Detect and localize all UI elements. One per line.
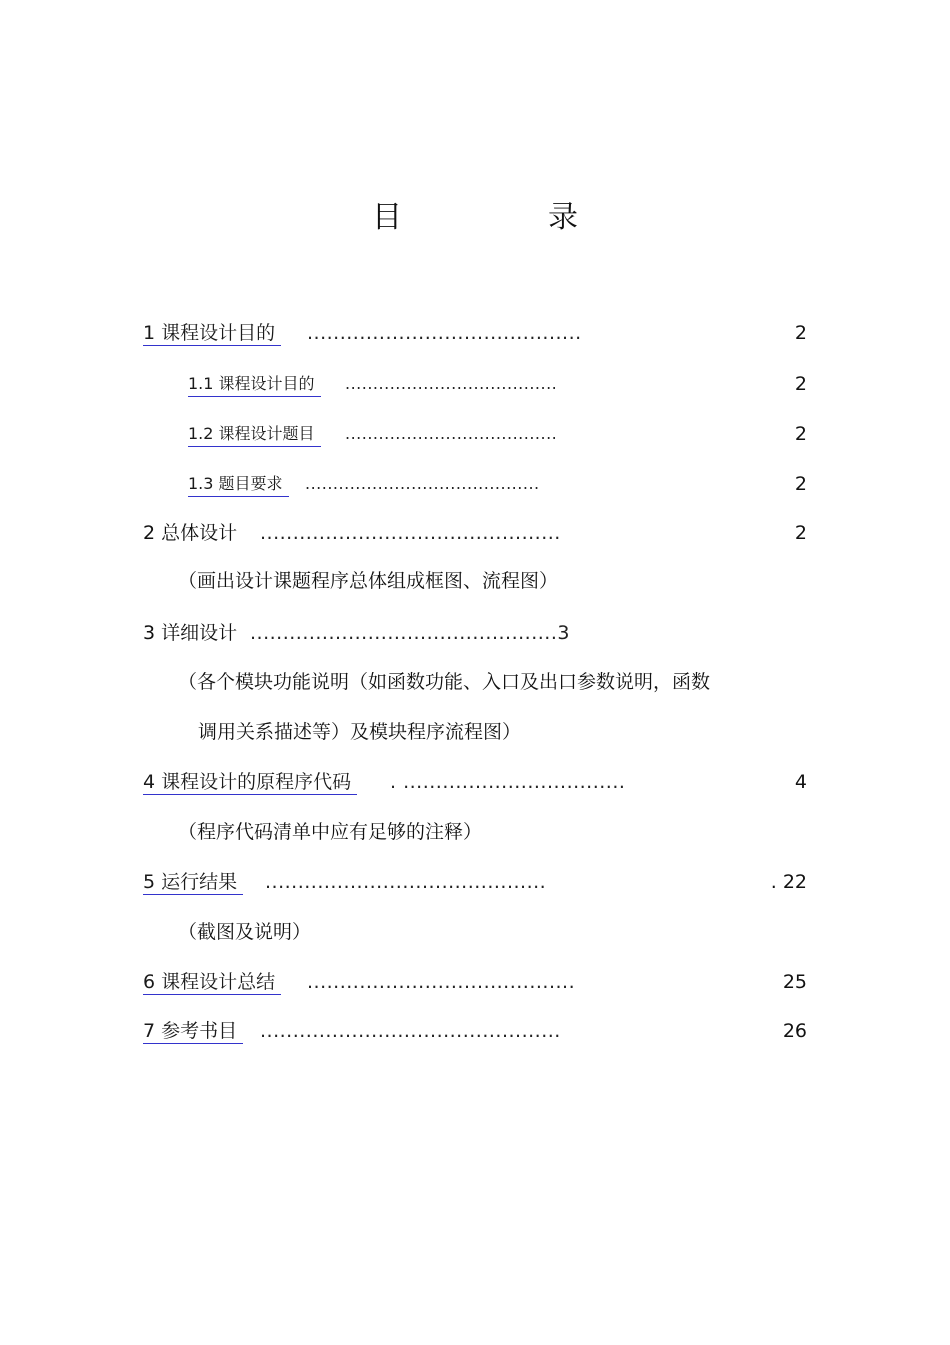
- toc-entry-1-2[interactable]: [0, 420, 950, 450]
- toc-entry-label[interactable]: 1.1 课程设计目的: [188, 372, 321, 397]
- toc-leader-dots: ......................................: [345, 424, 558, 443]
- toc-page-number: 2: [794, 473, 807, 495]
- page-title: 目 录: [372, 200, 636, 235]
- toc-entry-3: [0, 618, 950, 648]
- toc-page-number: 2: [794, 322, 807, 344]
- toc-entry-label[interactable]: 4 课程设计的原程序代码: [143, 770, 357, 795]
- toc-leader-dots: ......................................: [345, 374, 558, 393]
- toc-page-number: 25: [782, 971, 807, 993]
- toc-entry-5[interactable]: [0, 867, 950, 897]
- toc-entry-1[interactable]: [0, 318, 950, 348]
- toc-leader-dots: ...........................................: [265, 871, 547, 893]
- toc-entry-label[interactable]: 5 运行结果: [143, 870, 243, 895]
- toc-entry-6[interactable]: [0, 967, 950, 997]
- toc-entry-label[interactable]: 1 课程设计目的: [143, 321, 281, 346]
- toc-entry-2: [0, 518, 950, 548]
- toc-note-result: （截图及说明）: [178, 921, 312, 943]
- toc-page-number: 2: [794, 423, 807, 445]
- toc-entry-4[interactable]: [0, 767, 950, 797]
- toc-entry-label[interactable]: 1.3 题目要求: [188, 472, 289, 497]
- toc-entry-label[interactable]: 1.2 课程设计题目: [188, 422, 321, 447]
- toc-leader-dots: ...............................................3: [250, 622, 570, 644]
- toc-entry-7[interactable]: [0, 1016, 950, 1046]
- toc-page-number: 2: [794, 373, 807, 395]
- toc-leader-dots: ..............................................: [260, 1020, 561, 1042]
- toc-leader-dots: ..........................................: [305, 474, 540, 493]
- toc-entry-label[interactable]: 7 参考书目: [143, 1019, 243, 1044]
- toc-note-code: （程序代码清单中应有足够的注释）: [178, 821, 483, 843]
- toc-entry-1-1[interactable]: [0, 370, 950, 400]
- toc-entry-label[interactable]: 6 课程设计总结: [143, 970, 281, 995]
- toc-page-number: 2: [794, 522, 807, 544]
- toc-leader-dots: ..........................................: [307, 322, 582, 344]
- toc-page-number: . 22: [770, 871, 807, 893]
- toc-note-detail-1: （各个模块功能说明（如函数功能、入口及出口参数说明，函数: [178, 671, 711, 693]
- toc-leader-dots: .........................................: [307, 971, 576, 993]
- toc-page-number: 26: [782, 1020, 807, 1042]
- toc-entry-label: 3 详细设计: [143, 622, 238, 644]
- toc-leader-dots: ..............................................: [260, 522, 561, 544]
- toc-note-overall: （画出设计课题程序总体组成框图、流程图）: [178, 570, 559, 592]
- toc-note-detail-2: 调用关系描述等）及模块程序流程图）: [198, 721, 522, 743]
- toc-entry-1-3[interactable]: [0, 470, 950, 500]
- toc-leader-dots: . ..................................: [390, 771, 626, 793]
- toc-entry-label: 2 总体设计: [143, 522, 238, 544]
- toc-page-number: 4: [794, 771, 807, 793]
